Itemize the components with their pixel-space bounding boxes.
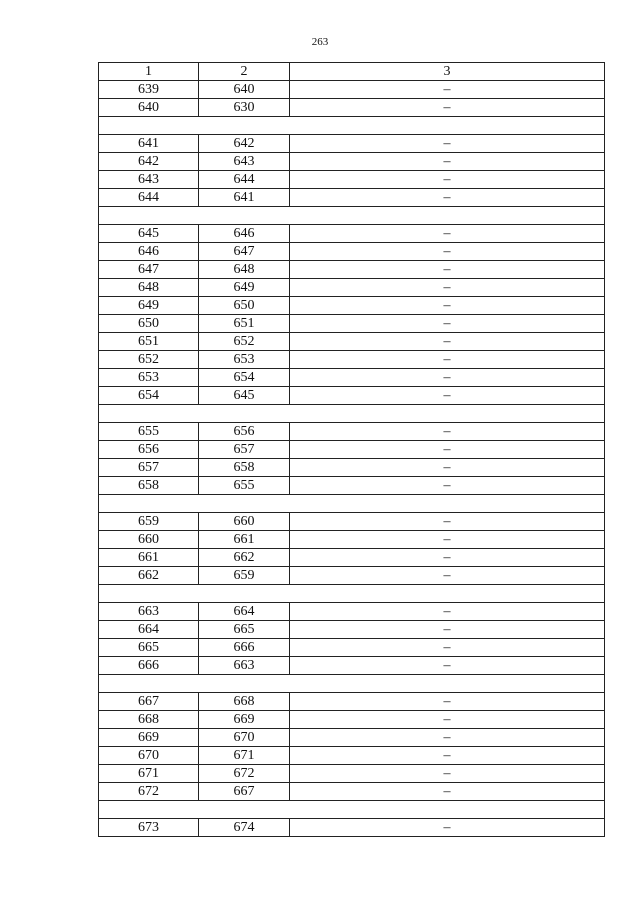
cell-col-2: 667 — [199, 783, 290, 801]
cell-col-3: – — [290, 315, 605, 333]
cell-col-2: 645 — [199, 387, 290, 405]
cell-col-2: 651 — [199, 315, 290, 333]
table-row — [99, 729, 605, 747]
cell-col-3: – — [290, 621, 605, 639]
cell-col-2: 643 — [199, 153, 290, 171]
cell-col-2: 664 — [199, 603, 290, 621]
table-row — [99, 351, 605, 369]
table-row — [99, 243, 605, 261]
cell-col-3: – — [290, 549, 605, 567]
cell-col-2: 642 — [199, 135, 290, 153]
table-row — [99, 459, 605, 477]
cell-col-1: 665 — [99, 639, 199, 657]
cell-col-2: 658 — [199, 459, 290, 477]
table-header — [99, 63, 605, 81]
cell-col-1: 643 — [99, 171, 199, 189]
cell-col-1: 672 — [99, 783, 199, 801]
cell-col-1: 673 — [99, 819, 199, 837]
cell-col-2: 640 — [199, 81, 290, 99]
separator-cell — [99, 405, 605, 423]
cell-col-1: 662 — [99, 567, 199, 585]
cell-col-1: 657 — [99, 459, 199, 477]
table-row — [99, 567, 605, 585]
cell-col-3: – — [290, 513, 605, 531]
table-row — [99, 423, 605, 441]
cell-col-1: 649 — [99, 297, 199, 315]
cell-col-3: – — [290, 711, 605, 729]
table-row — [99, 513, 605, 531]
cell-col-2: 670 — [199, 729, 290, 747]
cell-col-3: – — [290, 171, 605, 189]
table-row — [99, 441, 605, 459]
cell-col-3: – — [290, 729, 605, 747]
cell-col-3: – — [290, 765, 605, 783]
header-col-2: 2 — [199, 63, 290, 81]
header-row — [99, 63, 605, 81]
cell-col-3: – — [290, 153, 605, 171]
cell-col-1: 664 — [99, 621, 199, 639]
cell-col-1: 640 — [99, 99, 199, 117]
cell-col-3: – — [290, 441, 605, 459]
cell-col-3: – — [290, 531, 605, 549]
cell-col-1: 644 — [99, 189, 199, 207]
separator-cell — [99, 207, 605, 225]
cell-col-1: 650 — [99, 315, 199, 333]
cell-col-3: – — [290, 423, 605, 441]
cell-col-3: – — [290, 657, 605, 675]
cell-col-3: – — [290, 261, 605, 279]
cell-col-1: 647 — [99, 261, 199, 279]
cell-col-1: 645 — [99, 225, 199, 243]
cell-col-2: 655 — [199, 477, 290, 495]
cell-col-1: 655 — [99, 423, 199, 441]
table-row — [99, 279, 605, 297]
cell-col-1: 653 — [99, 369, 199, 387]
cell-col-1: 651 — [99, 333, 199, 351]
cell-col-2: 647 — [199, 243, 290, 261]
group-separator-row — [99, 405, 605, 423]
group-separator-row — [99, 207, 605, 225]
cell-col-1: 656 — [99, 441, 199, 459]
cell-col-3: – — [290, 333, 605, 351]
cell-col-1: 646 — [99, 243, 199, 261]
table-row — [99, 81, 605, 99]
cell-col-2: 668 — [199, 693, 290, 711]
cell-col-1: 663 — [99, 603, 199, 621]
cell-col-3: – — [290, 279, 605, 297]
cell-col-1: 671 — [99, 765, 199, 783]
group-separator-row — [99, 117, 605, 135]
cell-col-3: – — [290, 783, 605, 801]
cell-col-1: 670 — [99, 747, 199, 765]
cell-col-2: 649 — [199, 279, 290, 297]
separator-cell — [99, 801, 605, 819]
cell-col-3: – — [290, 243, 605, 261]
cell-col-3: – — [290, 477, 605, 495]
cell-col-2: 650 — [199, 297, 290, 315]
cell-col-1: 660 — [99, 531, 199, 549]
cell-col-1: 654 — [99, 387, 199, 405]
cell-col-1: 669 — [99, 729, 199, 747]
table-row — [99, 261, 605, 279]
cell-col-3: – — [290, 693, 605, 711]
table-row — [99, 711, 605, 729]
cell-col-3: – — [290, 225, 605, 243]
cell-col-1: 659 — [99, 513, 199, 531]
table-body — [99, 81, 605, 837]
cell-col-2: 662 — [199, 549, 290, 567]
cell-col-2: 644 — [199, 171, 290, 189]
cell-col-1: 648 — [99, 279, 199, 297]
cell-col-2: 665 — [199, 621, 290, 639]
cell-col-3: – — [290, 99, 605, 117]
cell-col-2: 660 — [199, 513, 290, 531]
header-col-3: 3 — [290, 63, 605, 81]
separator-cell — [99, 585, 605, 603]
cell-col-3: – — [290, 351, 605, 369]
table-row — [99, 747, 605, 765]
group-separator-row — [99, 585, 605, 603]
cell-col-1: 661 — [99, 549, 199, 567]
table-row — [99, 549, 605, 567]
cell-col-1: 642 — [99, 153, 199, 171]
table-row — [99, 621, 605, 639]
cell-col-2: 657 — [199, 441, 290, 459]
table-row — [99, 639, 605, 657]
table-row — [99, 171, 605, 189]
table-row — [99, 693, 605, 711]
group-separator-row — [99, 801, 605, 819]
cell-col-1: 639 — [99, 81, 199, 99]
cell-col-2: 653 — [199, 351, 290, 369]
cell-col-2: 648 — [199, 261, 290, 279]
table-row — [99, 297, 605, 315]
cell-col-2: 656 — [199, 423, 290, 441]
cell-col-1: 667 — [99, 693, 199, 711]
separator-cell — [99, 495, 605, 513]
cell-col-1: 652 — [99, 351, 199, 369]
cell-col-1: 668 — [99, 711, 199, 729]
table-row — [99, 531, 605, 549]
table-row — [99, 387, 605, 405]
cell-col-2: 666 — [199, 639, 290, 657]
table-row — [99, 225, 605, 243]
cell-col-3: – — [290, 747, 605, 765]
table-row — [99, 135, 605, 153]
cell-col-3: – — [290, 459, 605, 477]
cell-col-3: – — [290, 819, 605, 837]
cell-col-3: – — [290, 297, 605, 315]
cell-col-2: 646 — [199, 225, 290, 243]
cell-col-1: 641 — [99, 135, 199, 153]
cell-col-2: 652 — [199, 333, 290, 351]
table-row — [99, 369, 605, 387]
separator-cell — [99, 675, 605, 693]
page-number: 263 — [311, 36, 329, 48]
group-separator-row — [99, 495, 605, 513]
group-separator-row — [99, 675, 605, 693]
cell-col-2: 659 — [199, 567, 290, 585]
table-row — [99, 477, 605, 495]
cell-col-2: 661 — [199, 531, 290, 549]
cell-col-3: – — [290, 387, 605, 405]
cell-col-3: – — [290, 603, 605, 621]
header-col-1: 1 — [99, 63, 199, 81]
table-row — [99, 819, 605, 837]
cell-col-2: 654 — [199, 369, 290, 387]
table-row — [99, 783, 605, 801]
cell-col-2: 672 — [199, 765, 290, 783]
table-row — [99, 603, 605, 621]
table-row — [99, 153, 605, 171]
cell-col-1: 666 — [99, 657, 199, 675]
table-row — [99, 189, 605, 207]
cell-col-3: – — [290, 567, 605, 585]
cell-col-2: 630 — [199, 99, 290, 117]
cell-col-1: 658 — [99, 477, 199, 495]
cell-col-3: – — [290, 135, 605, 153]
table-row — [99, 333, 605, 351]
table-row — [99, 765, 605, 783]
cell-col-2: 669 — [199, 711, 290, 729]
cell-col-2: 663 — [199, 657, 290, 675]
cell-col-2: 641 — [199, 189, 290, 207]
data-table — [98, 62, 605, 837]
cell-col-3: – — [290, 81, 605, 99]
table-row — [99, 315, 605, 333]
table-row — [99, 657, 605, 675]
cell-col-3: – — [290, 189, 605, 207]
cell-col-2: 674 — [199, 819, 290, 837]
cell-col-3: – — [290, 639, 605, 657]
table-row — [99, 99, 605, 117]
separator-cell — [99, 117, 605, 135]
cell-col-2: 671 — [199, 747, 290, 765]
cell-col-3: – — [290, 369, 605, 387]
